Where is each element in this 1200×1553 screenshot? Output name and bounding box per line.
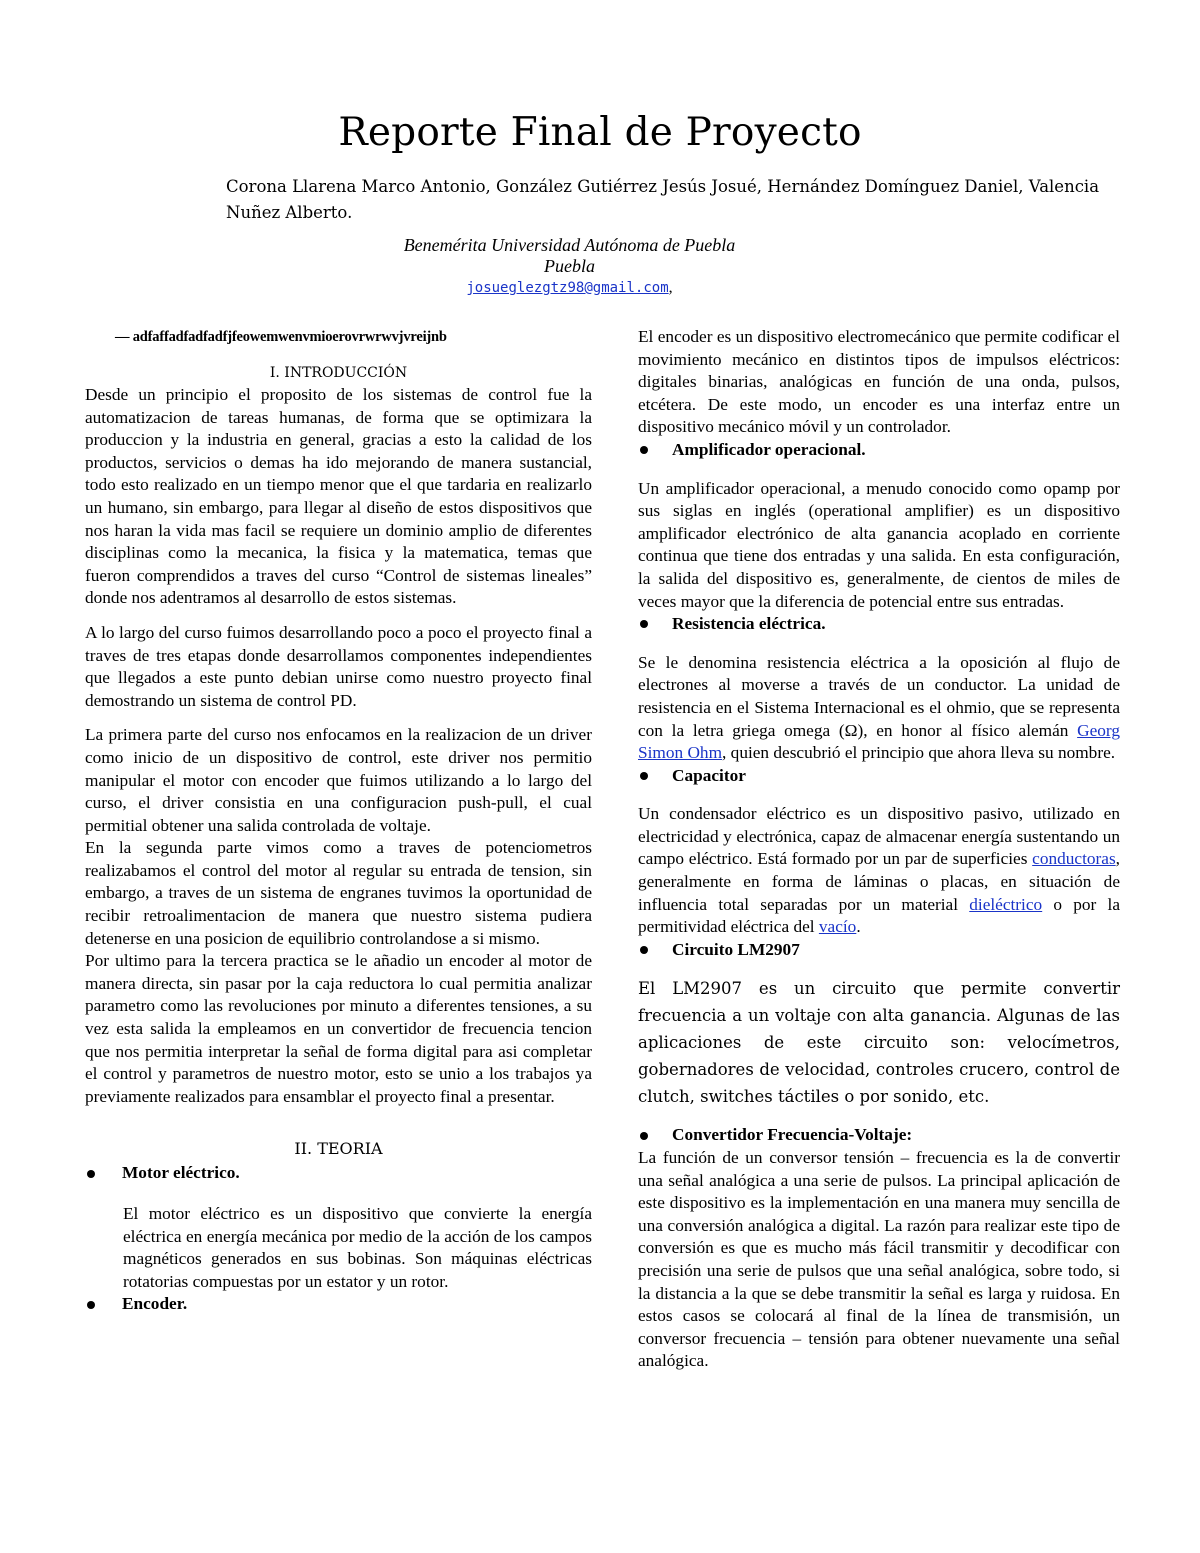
intro-paragraph-4: En la segunda parte vimos como a traves de potenciometros realizabamos el control del motor al regular su entrada de tension, sin embargo, a traves de un sistema de engranes tuvimos la oportunidad de recibir retroalimentacion de manera que nuestro sistema pudiera detenerse en una posicion de equilibrio controlandose a si mismo.	[85, 838, 592, 948]
link-georg-simon-ohm[interactable]: Georg Simon Ohm	[638, 720, 1120, 763]
bullet-dot-icon	[87, 1170, 95, 1178]
bullet-encoder	[85, 1293, 592, 1316]
bullet-convertidor	[638, 1124, 1120, 1147]
lm2907-text: El LM2907 es un circuito que permite convertir frecuencia a un voltaje con alta ganancia. Algunas de las aplicaciones de este circuito son: velocímetros, gobernadores de velocidad, controles crucero, control de clutch, switches táctiles o por sonido, etc.	[638, 979, 1120, 1107]
intro-paragraph-1: Desde un principio el proposito de los sistemas de control fue la automatizacion de tareas humanas, de forma que se optimizara la produccion y la industria en general, gracias a esto la calidad de los productos, servicios o demas ha ido mejorando de manera sustancial, todo esto realizado en un tiempo menor que el que tardaria en realizarlo un humano, sin embargo, para llegar al diseño de estos dispositivos que nos haran la vida mas facil se requiere un dominio amplio de diferentes disciplinas como la mecanica, la fisica y la matematica, temas que fueron comprendidos a traves del curso “Control de sistemas lineales” donde nos adentramos al desarrollo de estos sistemas.	[85, 385, 592, 608]
section-heading-introduccion: I. INTRODUCCIÓN	[269, 365, 408, 381]
abstract: — adfaffadfadfadfjfeowemwenvmioerovrwrwvjvreijnb	[115, 329, 447, 345]
bullet-capacitor	[638, 765, 1120, 788]
email-suffix: ,	[668, 279, 673, 296]
bullet-lm2907	[638, 939, 1120, 962]
intro-paragraph-5: Por ultimo para la tercera practica se le añadio un encoder al motor de manera directa, sin pasar por la caja reductora lo cual permitia analizar parametro como las revoluciones por minuto a diferentes tensiones, a su vez esta salida la empleamos en un convertidor de frecuencia tencion que nos permitia interpretar la señal de forma digital para asi completar el control y parametros de nuestro motor, esto se unio a los trabajos ya previamente realizados para ensamblar el proyecto final a presentar.	[85, 951, 592, 1106]
intro-paragraph-2: A lo largo del curso fuimos desarrollando poco a poco el proyecto final a traves de tres etapas donde desarrollamos componentes independientes que llegados a este punto debian unirse como nuestro proyecto final demostrando un sistema de control PD.	[85, 622, 592, 710]
motor-title: Motor eléctrico.	[122, 1163, 240, 1183]
right-column	[638, 326, 1120, 1373]
opamp-title: Amplificador operacional.	[672, 439, 866, 459]
motor-text: El motor eléctrico es un dispositivo que convierte la energía eléctrica en energía mecánica por medio de la acción de los campos magnéticos generados en sus bobinas. Son máquinas eléctricas rotatorias compuestas por un estator y un rotor.	[123, 1204, 592, 1291]
convertidor-text: La función de un conversor tensión – frecuencia es la de convertir una señal analógica a una serie de pulsos. La principal aplicación de este dispositivo es la implementación en una manera muy sencilla de una conversión analógica a digital. La razón para realizar este tipo de conversión es que es mucho más fácil transmitir y decodificar con precisión una serie de pulsos que una señal analógica, sobre todo, si la distancia a la que se debe transmitir la señal es larga y ruidosa. En estos casos se colocará al final de la línea de transmisión, un conversor frecuencia – tensión para obtener nuevamente una señal analógica.	[638, 1148, 1120, 1371]
bullet-dot-icon	[640, 1132, 648, 1140]
encoder-text: El encoder es un dispositivo electromecánico que permite codificar el movimiento mecánico en distintos tipos de impulsos eléctricos: digitales binarias, analógicas en función de una onda, pulsos, etcétera. De este modo, un encoder es una interfaz entre un dispositivo mecánico móvil y un controlador.	[638, 327, 1120, 437]
bullet-dot-icon	[640, 772, 648, 780]
resistencia-text: Se le denomina resistencia eléctrica a la oposición al flujo de electrones al moverse a través de un conductor. La unidad de resistencia en el Sistema Internacional es el ohmio, que se representa con la letra griega omega (Ω), en honor al físico alemán Georg Simon Ohm, quien descubrió el principio que ahora lleva su nombre.	[638, 652, 1120, 763]
affiliation	[0, 235, 1139, 277]
capacitor-title: Capacitor	[672, 765, 746, 785]
institution: Benemérita Universidad Autónoma de Puebla	[403, 235, 736, 255]
capacitor-text: Un condensador eléctrico es un dispositivo pasivo, utilizado en electricidad y electrónica, capaz de almacenar energía sustentando un campo eléctrico. Está formado por un par de superficies conductoras, generalmente en forma de láminas o placas, en situación de influencia total separadas por un material dieléctrico o por la permitividad eléctrica del vacío.	[638, 804, 1121, 937]
convertidor-title: Convertidor Frecuencia-Voltaje:	[672, 1125, 913, 1145]
bullet-dot-icon	[87, 1301, 95, 1309]
author-list: Corona Llarena Marco Antonio, González Gutiérrez Jesús Josué, Hernández Domínguez Daniel, Valencia Nuñez Alberto.	[226, 177, 1100, 222]
email-link[interactable]: josueglezgtz98@gmail.com	[466, 280, 669, 296]
link-vacio[interactable]: vacío	[818, 917, 857, 937]
section-heading-teoria: II. TEORIA	[294, 1139, 383, 1159]
encoder-title: Encoder.	[122, 1294, 188, 1314]
bullet-dot-icon	[640, 620, 648, 628]
bullet-opamp	[638, 439, 1120, 462]
paper-title: Reporte Final de Proyecto	[338, 110, 862, 155]
resistencia-title: Resistencia eléctrica.	[672, 614, 826, 634]
bullet-resistencia	[638, 613, 1120, 636]
contact-line	[0, 279, 1139, 297]
link-dielectrico[interactable]: dieléctrico	[969, 894, 1043, 914]
bullet-dot-icon	[640, 946, 648, 954]
left-column	[85, 326, 592, 1316]
bullet-dot-icon	[640, 446, 648, 454]
bullet-motor	[85, 1162, 592, 1185]
lm2907-title: Circuito LM2907	[672, 939, 800, 959]
opamp-text: Un amplificador operacional, a menudo conocido como opamp por sus siglas en inglés (operational amplifier) es un dispositivo amplificador electrónico de alta ganancia acoplado en corriente continua que tiene dos entradas y una salida. En esta configuración, la salida del dispositivo es, generalmente, de cientos de miles de veces mayor que la diferencia de potencial entre sus entradas.	[638, 478, 1120, 611]
city: Puebla	[544, 256, 595, 276]
link-conductoras[interactable]: conductoras	[1032, 849, 1116, 869]
intro-paragraph-3: La primera parte del curso nos enfocamos en la realizacion de un driver como inicio de un dispositivo de control, este driver nos permitio manipular el motor con encoder que fuimos utilizando a lo largo del curso, el driver consistia en una configuracion push-pull, el cual permitial obtener una salida controlada de voltaje.	[85, 725, 592, 835]
